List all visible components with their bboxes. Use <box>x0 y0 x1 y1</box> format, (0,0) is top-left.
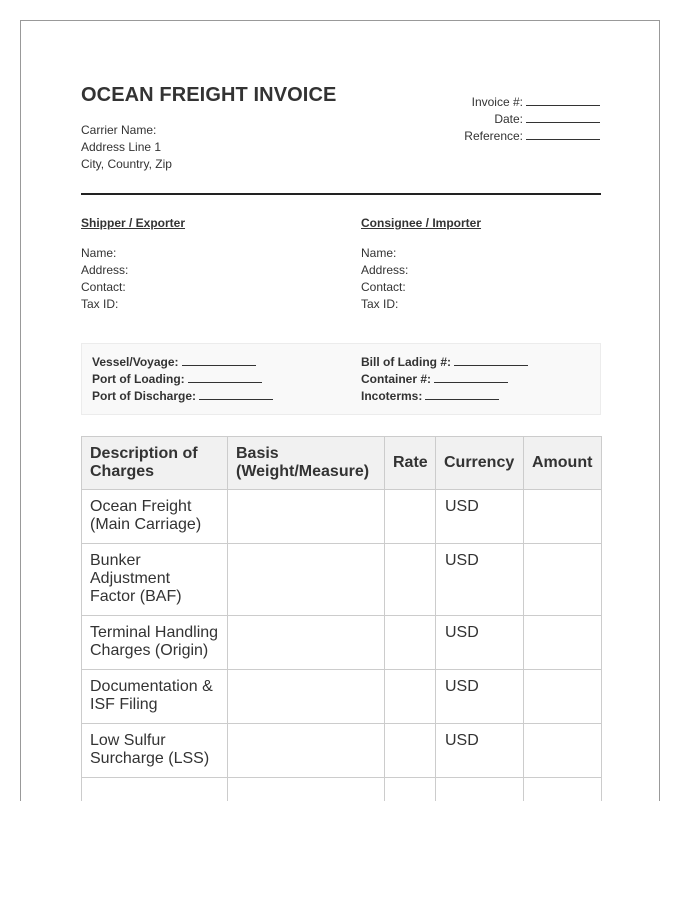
carrier-block <box>81 122 172 173</box>
vessel-voyage-label: Vessel/Voyage: <box>92 355 179 369</box>
reference-row <box>464 128 600 145</box>
shipper-tax-id-label: Tax ID: <box>81 297 119 311</box>
charge-amount[interactable] <box>524 778 602 802</box>
shipper-block <box>81 245 128 313</box>
charge-currency: USD <box>436 544 524 616</box>
charge-rate[interactable] <box>385 490 436 544</box>
header-rate: Rate <box>385 437 436 490</box>
charge-basis[interactable] <box>228 616 385 670</box>
charge-basis[interactable] <box>228 544 385 616</box>
header-amount: Amount <box>524 437 602 490</box>
charge-basis[interactable] <box>228 778 385 802</box>
vessel-voyage-field[interactable] <box>182 354 256 366</box>
header-divider <box>81 193 601 195</box>
charge-rate[interactable] <box>385 670 436 724</box>
date-label: Date: <box>494 112 523 126</box>
consignee-block <box>361 245 408 313</box>
invoice-number-field[interactable] <box>526 94 600 106</box>
charge-amount[interactable] <box>524 670 602 724</box>
charge-description: Documentation & ISF Filing <box>82 670 228 724</box>
reference-label: Reference: <box>464 129 523 143</box>
consignee-contact-label: Contact: <box>361 280 406 294</box>
incoterms-field[interactable] <box>425 388 499 400</box>
charge-rate[interactable] <box>385 544 436 616</box>
carrier-city-line: City, Country, Zip <box>81 157 172 171</box>
reference-field[interactable] <box>526 128 600 140</box>
table-row <box>82 778 602 802</box>
charge-basis[interactable] <box>228 724 385 778</box>
invoice-number-row <box>464 94 600 111</box>
charges-table <box>81 436 602 801</box>
charge-amount[interactable] <box>524 544 602 616</box>
port-of-discharge-field[interactable] <box>199 388 273 400</box>
shipment-right-column <box>361 354 528 405</box>
invoice-meta <box>464 94 600 145</box>
charge-currency: USD <box>436 724 524 778</box>
table-row <box>82 724 602 778</box>
shipper-contact-label: Contact: <box>81 280 126 294</box>
date-row <box>464 111 600 128</box>
shipper-heading: Shipper / Exporter <box>81 216 186 230</box>
charge-basis[interactable] <box>228 670 385 724</box>
charge-currency: USD <box>436 670 524 724</box>
charge-amount[interactable] <box>524 724 602 778</box>
bill-of-lading-field[interactable] <box>454 354 528 366</box>
consignee-tax-id-label: Tax ID: <box>361 297 399 311</box>
port-of-discharge-label: Port of Discharge: <box>92 389 197 403</box>
bill-of-lading-label: Bill of Lading #: <box>361 355 451 369</box>
table-row <box>82 616 602 670</box>
charge-currency: USD <box>436 616 524 670</box>
charge-amount[interactable] <box>524 616 602 670</box>
invoice-title: OCEAN FREIGHT INVOICE <box>81 84 337 106</box>
shipment-details-box <box>81 343 601 415</box>
date-field[interactable] <box>526 111 600 123</box>
table-row <box>82 490 602 544</box>
shipper-address-label: Address: <box>81 263 129 277</box>
charge-description: Bunker Adjustment Factor (BAF) <box>82 544 228 616</box>
charge-description: Ocean Freight (Main Carriage) <box>82 490 228 544</box>
port-of-loading-field[interactable] <box>188 371 262 383</box>
charges-header-row <box>82 437 602 490</box>
container-number-field[interactable] <box>434 371 508 383</box>
carrier-address-line1: Address Line 1 <box>81 140 162 154</box>
charge-rate[interactable] <box>385 724 436 778</box>
charge-description[interactable] <box>82 778 228 802</box>
port-of-loading-label: Port of Loading: <box>92 372 185 386</box>
invoice-page <box>20 20 660 801</box>
shipment-left-column <box>92 354 273 405</box>
charge-currency: USD <box>436 490 524 544</box>
header-currency: Currency <box>436 437 524 490</box>
charge-amount[interactable] <box>524 490 602 544</box>
consignee-name-label: Name: <box>361 246 397 260</box>
table-row <box>82 670 602 724</box>
invoice-number-label: Invoice #: <box>471 95 523 109</box>
carrier-name-label: Carrier Name: <box>81 123 157 137</box>
incoterms-label: Incoterms: <box>361 389 423 403</box>
charge-rate[interactable] <box>385 778 436 802</box>
charge-rate[interactable] <box>385 616 436 670</box>
charge-currency[interactable] <box>436 778 524 802</box>
shipper-name-label: Name: <box>81 246 117 260</box>
header-basis: Basis (Weight/Measure) <box>228 437 385 490</box>
charge-description: Terminal Handling Charges (Origin) <box>82 616 228 670</box>
consignee-heading: Consignee / Importer <box>361 216 482 230</box>
charge-description: Low Sulfur Surcharge (LSS) <box>82 724 228 778</box>
container-number-label: Container #: <box>361 372 432 386</box>
header-description: Description of Charges <box>82 437 228 490</box>
table-row <box>82 544 602 616</box>
consignee-address-label: Address: <box>361 263 409 277</box>
charge-basis[interactable] <box>228 490 385 544</box>
